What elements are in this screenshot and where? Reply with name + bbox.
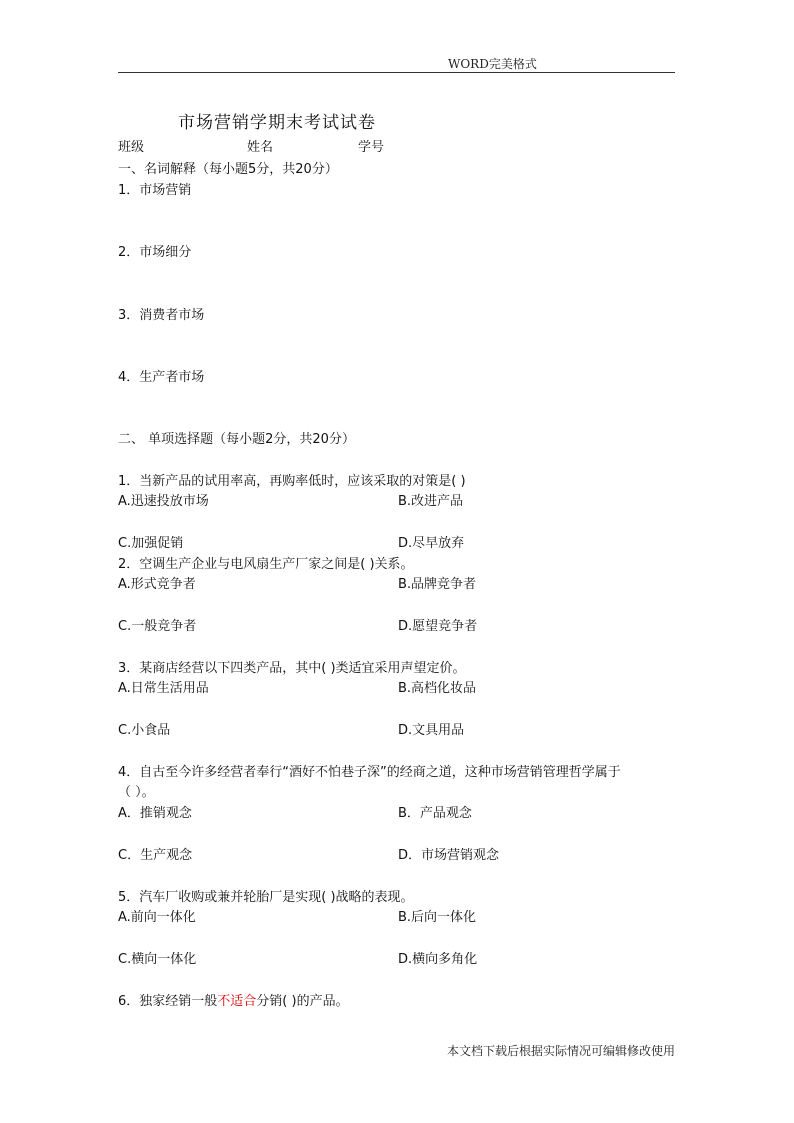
option-a: A.前向一体化 xyxy=(118,910,196,925)
option-c: C.一般竞争者 xyxy=(118,619,197,634)
student-id-label: 学号 xyxy=(358,140,385,155)
option-d: D.愿望竞争者 xyxy=(398,619,478,634)
section2-heading: 二、 单项选择题（每小题2分，共20分） xyxy=(118,432,355,447)
option-a: A．推销观念 xyxy=(118,806,192,821)
option-c: C.加强促销 xyxy=(118,536,184,551)
term-item: 2．市场细分 xyxy=(118,245,192,260)
q6-highlight: 不适合 xyxy=(217,994,257,1009)
option-b: B.品牌竞争者 xyxy=(398,577,477,592)
option-b: B.改进产品 xyxy=(398,494,464,509)
question-text: 2．空调生产企业与电风扇生产厂家之间是( )关系。 xyxy=(118,557,414,572)
exam-title: 市场营销学期末考试试卷 xyxy=(178,113,376,133)
term-item: 1．市场营销 xyxy=(118,183,192,198)
option-b: B．产品观念 xyxy=(398,806,472,821)
option-a: A.迅速投放市场 xyxy=(118,494,209,509)
q6-post: 分销( )的产品。 xyxy=(256,994,349,1009)
question-text xyxy=(118,994,349,1010)
option-d: D.横向多角化 xyxy=(398,952,478,967)
option-d: D.文具用品 xyxy=(398,723,465,738)
question-text-cont: （ ）。 xyxy=(118,785,155,800)
page-footer: 本文档下载后根据实际情况可编辑修改使用 xyxy=(447,1044,676,1058)
option-c: C.小食品 xyxy=(118,723,171,738)
option-b: B.高档化妆品 xyxy=(398,681,477,696)
question-text: 4．自古至今许多经营者奉行“酒好不怕巷子深”的经商之道，这种市场营销管理哲学属于 xyxy=(118,765,621,780)
option-c: C．生产观念 xyxy=(118,848,193,863)
option-b: B.后向一体化 xyxy=(398,910,477,925)
name-label: 姓名 xyxy=(247,140,274,155)
class-label: 班级 xyxy=(118,140,145,155)
question-text: 3．某商店经营以下四类产品，其中( )类适宜采用声望定价。 xyxy=(118,661,466,676)
question-text: 1．当新产品的试用率高，再购率低时，应该采取的对策是( ) xyxy=(118,474,466,489)
option-d: D．市场营销观念 xyxy=(398,848,500,863)
header-rule xyxy=(118,72,675,73)
option-a: A.日常生活用品 xyxy=(118,681,209,696)
option-c: C.横向一体化 xyxy=(118,952,197,967)
term-item: 3．消费者市场 xyxy=(118,308,205,323)
option-a: A.形式竞争者 xyxy=(118,577,196,592)
header-text: WORD完美格式 xyxy=(448,57,537,71)
q6-pre: 6．独家经销一般 xyxy=(118,994,218,1009)
term-item: 4．生产者市场 xyxy=(118,370,205,385)
option-d: D.尽早放弃 xyxy=(398,536,465,551)
section1-heading: 一、名词解释（每小题5分，共20分） xyxy=(118,162,338,177)
question-text: 5．汽车厂收购或兼并轮胎厂是实现( )战略的表现。 xyxy=(118,890,414,905)
